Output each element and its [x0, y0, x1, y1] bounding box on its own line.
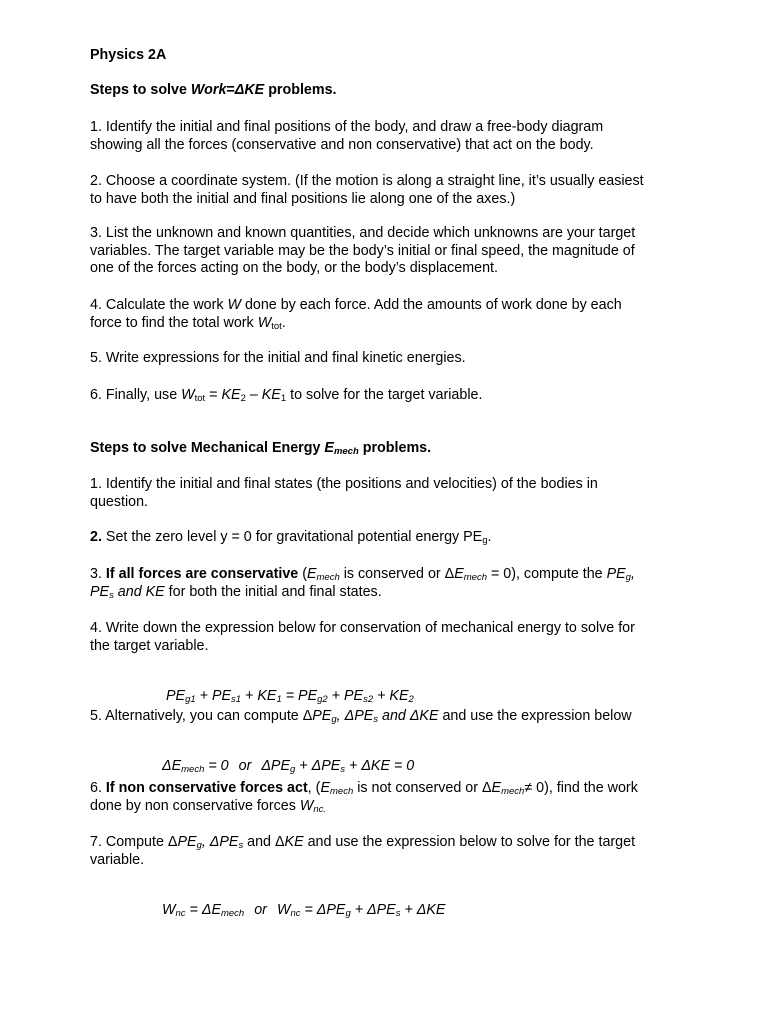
section1-step4: 4. Calculate the work W done by each force. Add the amounts of work done by each force to find the total work $W_{tot}$. — [90, 297, 622, 332]
section1-step1: 1. Identify the initial and final positions of the body, and draw a free-body diagram showing all the forces (conservative and non conservative) that act on the body. — [90, 119, 604, 153]
section1-step3: 3. List the unknown and known quantities, and decide which unknowns are your target variables. The target variable may be the body’s initial or final speed, the magnitude of one of the forces acting on the body, or the body’s displacement. — [90, 225, 636, 276]
section2-heading: Steps to solve Mechanical Energy $E_{mech}$ problems. — [90, 440, 432, 457]
section2-step6: 6. If non conservative forces act, ($E_{mech}$ is not conserved or $\Delta E_{mech}\ne 0$), find the work done by non conservative forces $W_{nc.}$ — [90, 780, 638, 815]
section2-step1: 1. Identify the initial and final states (the positions and velocities) of the bodies in question. — [90, 476, 598, 510]
section2-step4: 4. Write down the expression below for conservation of mechanical energy to solve for the target variable. — [90, 620, 635, 654]
section2-step3: 3. If all forces are conservative ($E_{mech}$ is conserved or $\Delta E_{mech} = 0$), compute the $PE_g$, $PE_s$ and KE for both the initial and final states. — [90, 566, 635, 601]
section1-heading: Steps to solve Work=ΔKE problems. — [90, 82, 337, 98]
section2-step5: 5. Alternatively, you can compute $\Delta PE_g$, $\Delta PE_s$ and ΔKE and use the expression below — [90, 708, 632, 725]
nonconservative-work-equation: $W_{nc} = \Delta E_{mech}$ or $W_{nc} = \Delta PE_g + \Delta PE_s + \Delta KE$ — [162, 902, 446, 920]
section1-step6: 6. Finally, use $W_{tot} = KE_2 - KE_1$ to solve for the target variable. — [90, 387, 483, 404]
section2-step7: 7. Compute $\Delta PE_g$, $\Delta PE_s$ and ΔKE and use the expression below to solve for the target variable. — [90, 834, 636, 868]
section1-step5: 5. Write expressions for the initial and final kinetic energies. — [90, 350, 466, 366]
delta-energy-equation: $\Delta E_{mech} = 0$ or $\Delta PE_g + \Delta PE_s + \Delta KE = 0$ — [162, 758, 415, 776]
section1-step2: 2. Choose a coordinate system. (If the motion is along a straight line, it’s usually easiest to have both the initial and final positions lie along one of the axes.) — [90, 173, 644, 207]
course-title: Physics 2A — [90, 47, 167, 63]
section2-step2: 2. Set the zero level y = 0 for gravitational potential energy $PE_g$. — [90, 529, 492, 546]
conservation-equation: $PE_{g1} + PE_{s1} + KE_1 = PE_{g2} + PE_{s2} + KE_2$ — [166, 688, 414, 706]
